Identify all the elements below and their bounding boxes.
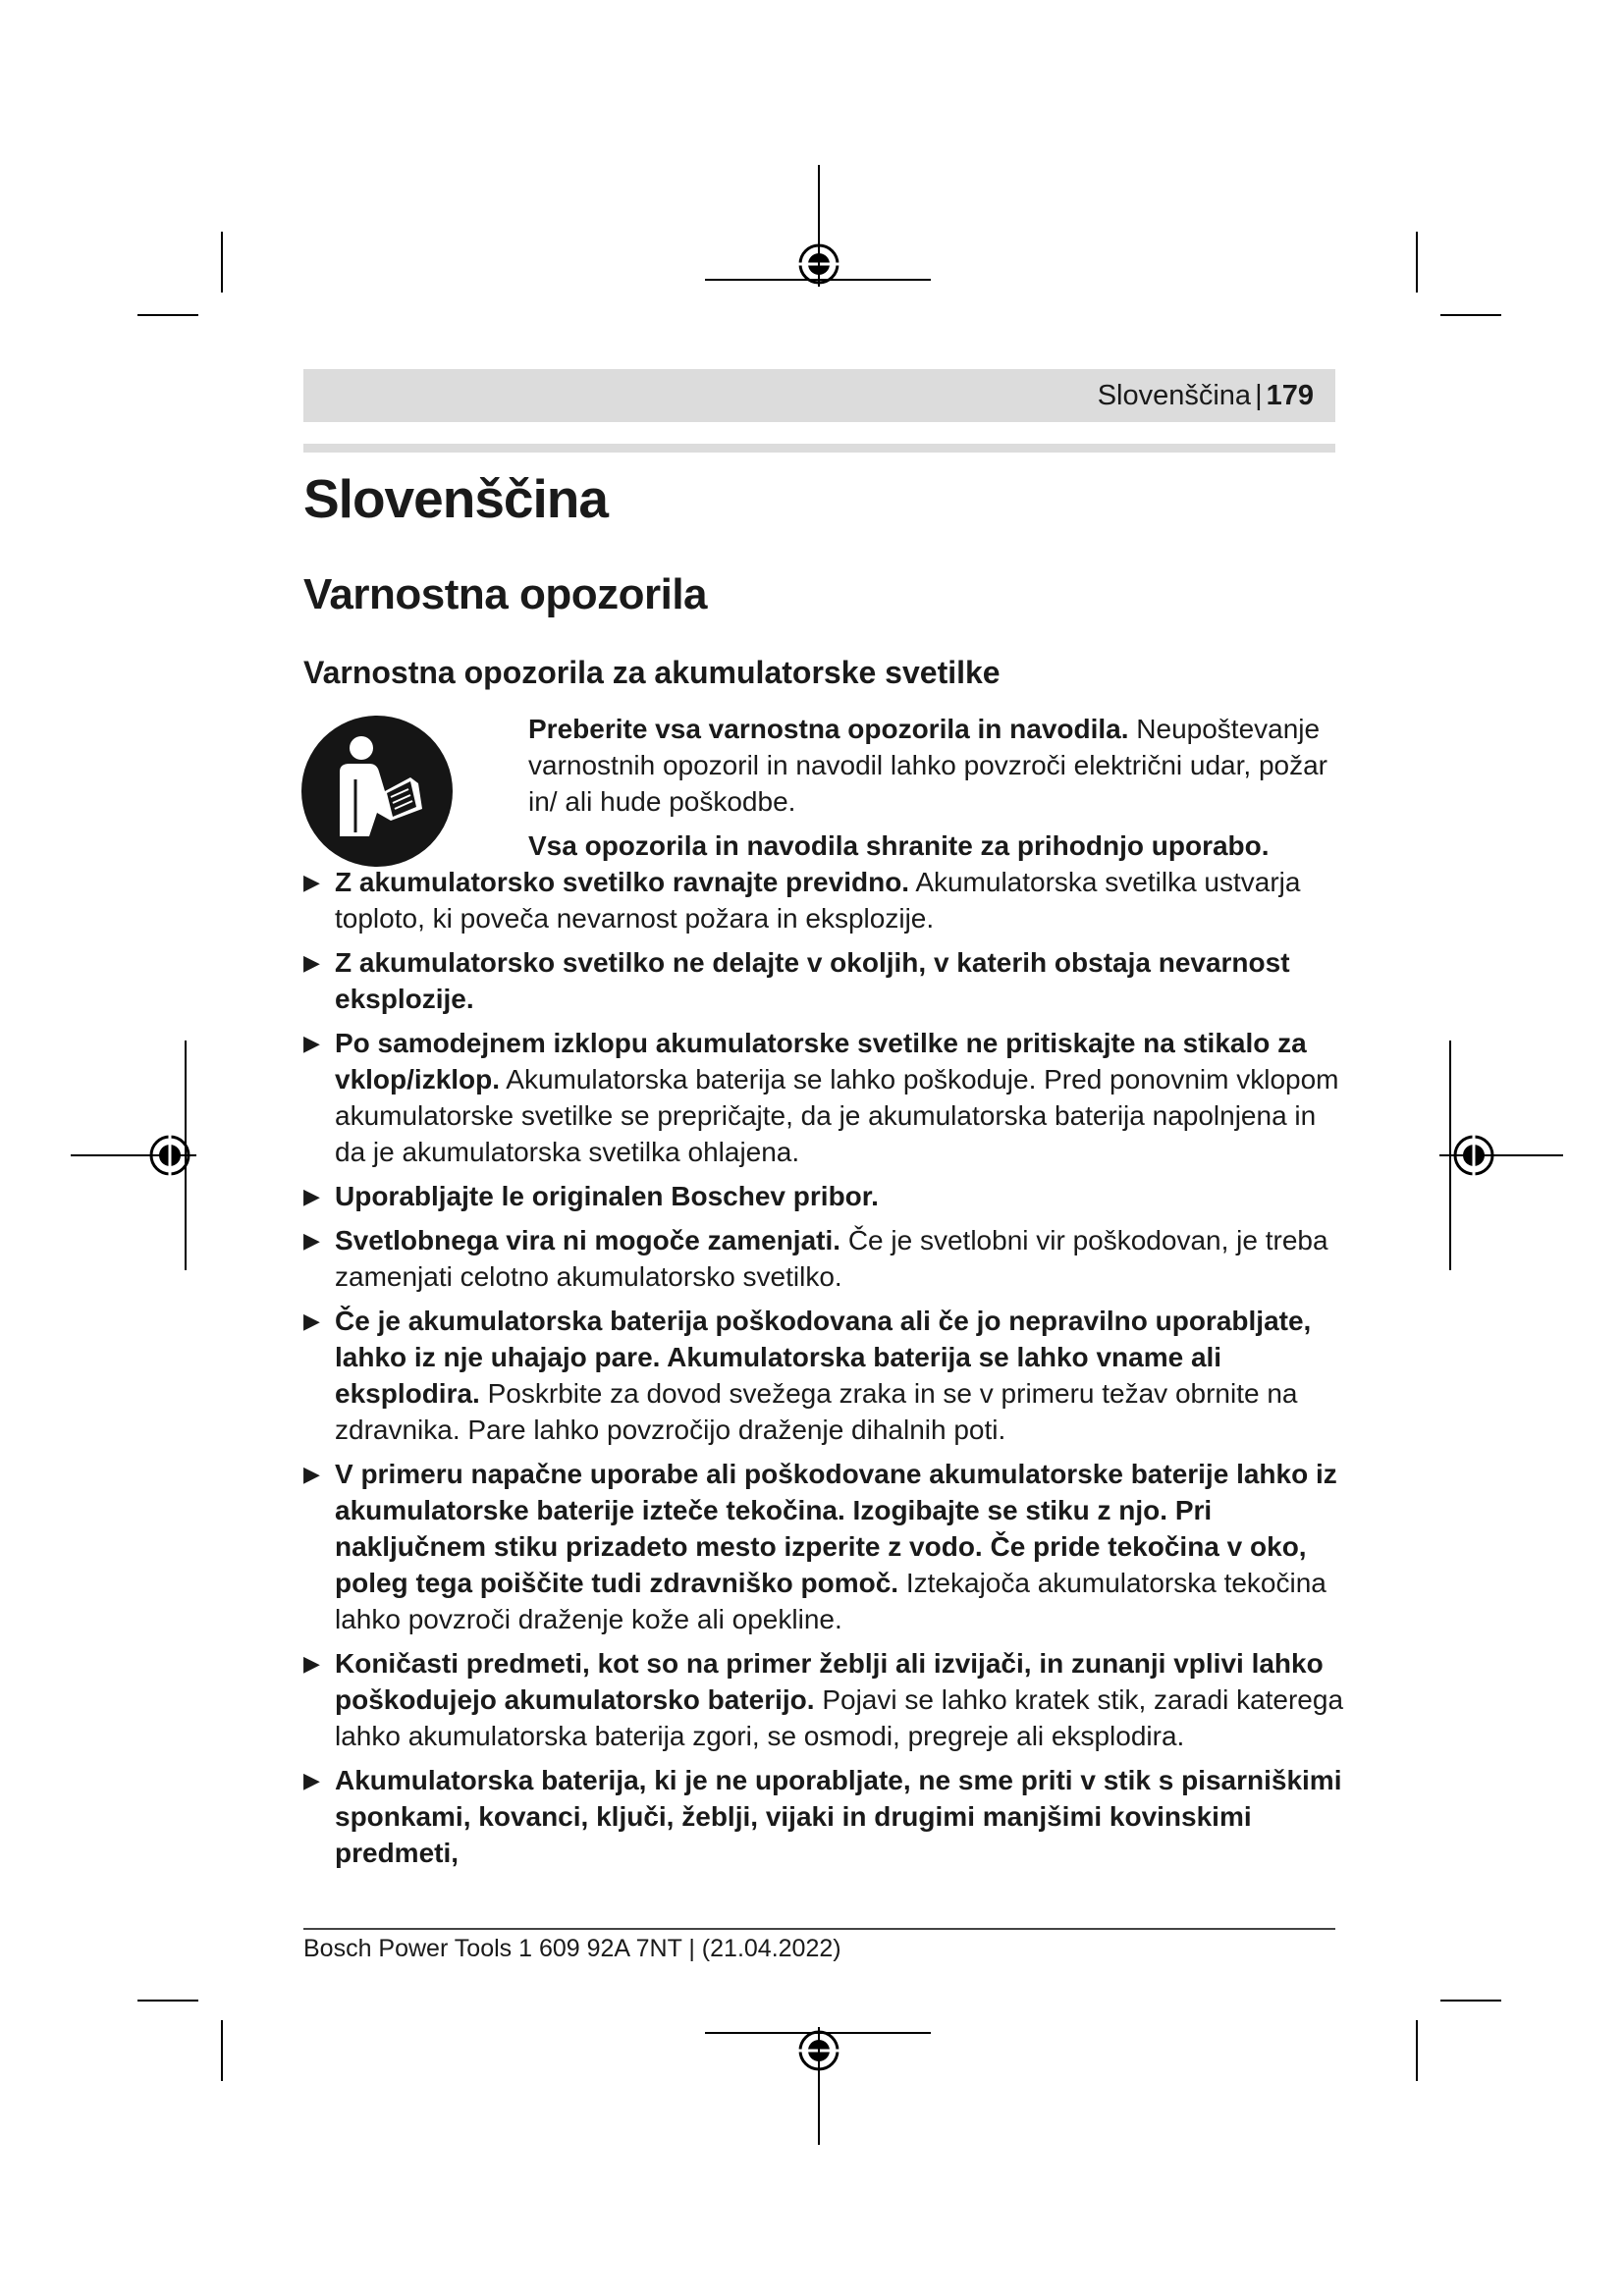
intro-block [528,711,1343,872]
page-title: Slovenščina [303,468,608,529]
list-item [303,1762,1344,1871]
intro-paragraph [528,828,1343,864]
page-number: 179 [1266,380,1314,411]
registration-target-icon [796,241,841,287]
list-item [303,1025,1344,1170]
item-text: Poskrbite za dovod svežega zraka in se v primeru težav obrnite na zdravnika. Pare lahko povzročijo draženje dihalnih poti. [335,1378,1298,1445]
item-text: Akumulatorska svetilka ustvarja toploto, ki poveča nevarnost požara in eksplozije. [335,867,1301,934]
bullet-arrow-icon: ▶ [303,1768,320,1792]
list-item [303,1456,1344,1637]
footer-rule [303,1928,1335,1930]
registration-target-icon [1451,1133,1496,1178]
crop-mark [137,2000,198,2002]
section-title: Varnostna opozorila [303,570,708,618]
registration-target-icon [796,2028,841,2073]
bullet-arrow-icon: ▶ [303,1308,320,1333]
list-item [303,864,1344,936]
item-bold: Akumulatorska baterija, ki je ne uporabljate, ne sme priti v stik s pisarniškimi sponkami, kovanci, ključi, žeblji, vijaki in drugimi manjšimi kovinskimi predmeti, [335,1765,1342,1868]
warning-list [303,864,1344,1879]
crop-mark [1440,2000,1501,2002]
item-bold: Z akumulatorsko svetilko ne delajte v okoljih, v katerih obstaja nevarnost eksplozije. [335,947,1290,1014]
crop-mark [221,2020,223,2081]
intro-text: Neupoštevanje varnostnih opozoril in navodil lahko povzroči električni udar, požar in/ ali hude poškodbe. [528,714,1327,817]
item-bold: Po samodejnem izklopu akumulatorske svetilke ne pritiskajte na stikalo za vklop/izklop. [335,1028,1307,1095]
item-bold: Z akumulatorsko svetilko ravnajte previdno. [335,867,910,897]
crop-mark [1416,232,1418,293]
page-footer: Bosch Power Tools 1 609 92A 7NT | (21.04.2022) [303,1935,841,1962]
crop-mark [1440,314,1501,316]
bullet-arrow-icon: ▶ [303,1031,320,1055]
item-text: Pojavi se lahko kratek stik, zaradi katerega lahko akumulatorska baterija zgori, se osmodi, pregreje ali eksplodira. [335,1684,1344,1751]
intro-bold: Preberite vsa varnostna opozorila in navodila. [528,714,1129,744]
crop-mark [1416,2020,1418,2081]
crop-mark [137,314,198,316]
item-bold: Če je akumulatorska baterija poškodovana ali če jo nepravilno uporabljate, lahko iz nje uhajajo pare. Akumulatorska baterija se lahko vname ali eksplodira. [335,1306,1312,1409]
bullet-arrow-icon: ▶ [303,1184,320,1208]
list-item [303,1645,1344,1754]
bullet-arrow-icon: ▶ [303,1228,320,1253]
list-item [303,1178,1344,1214]
intro-bold: Vsa opozorila in navodila shranite za prihodnjo uporabo. [528,830,1270,861]
item-text: Akumulatorska baterija se lahko poškoduje. Pred ponovnim vklopom akumulatorske svetilke se prepričajte, da je akumulatorska baterija napolnjena in da je akumulatorska svetilka ohlajena. [335,1064,1339,1167]
item-text: Iztekajoča akumulatorska tekočina lahko povzroči draženje kože ali opekline. [335,1568,1326,1634]
item-bold: Uporabljajte le originalen Boschev pribor. [335,1181,879,1211]
header-separator: | [1255,380,1263,411]
item-text: Če je svetlobni vir poškodovan, je treba zamenjati celotno akumulatorsko svetilko. [335,1225,1328,1292]
list-item [303,1222,1344,1295]
bullet-arrow-icon: ▶ [303,950,320,975]
list-item [303,1303,1344,1448]
item-bold: V primeru napačne uporabe ali poškodovane akumulatorske baterije lahko iz akumulatorske baterije izteče tekočina. Izogibajte se stiku z njo. Pri naključnem stiku prizadeto mesto izperite z vodo. Če pride tekočina v oko, poleg tega poiščite tudi zdravniško pomoč. [335,1459,1337,1598]
registration-target-icon [147,1133,192,1178]
bullet-arrow-icon: ▶ [303,870,320,894]
item-bold: Koničasti predmeti, kot so na primer žeblji ali izvijači, in zunanji vplivi lahko poškodujejo akumulatorsko baterijo. [335,1648,1324,1715]
bullet-arrow-icon: ▶ [303,1462,320,1486]
header-rule [303,444,1335,453]
read-manual-icon [300,715,454,868]
intro-paragraph [528,711,1343,820]
bullet-arrow-icon: ▶ [303,1651,320,1676]
header-label [1098,377,1314,414]
item-bold: Svetlobnega vira ni mogoče zamenjati. [335,1225,841,1255]
subsection-title: Varnostna opozorila za akumulatorske svetilke [303,655,1001,690]
header-language: Slovenščina [1097,380,1252,411]
crop-mark [221,232,223,293]
page-header [303,369,1335,422]
list-item [303,944,1344,1017]
